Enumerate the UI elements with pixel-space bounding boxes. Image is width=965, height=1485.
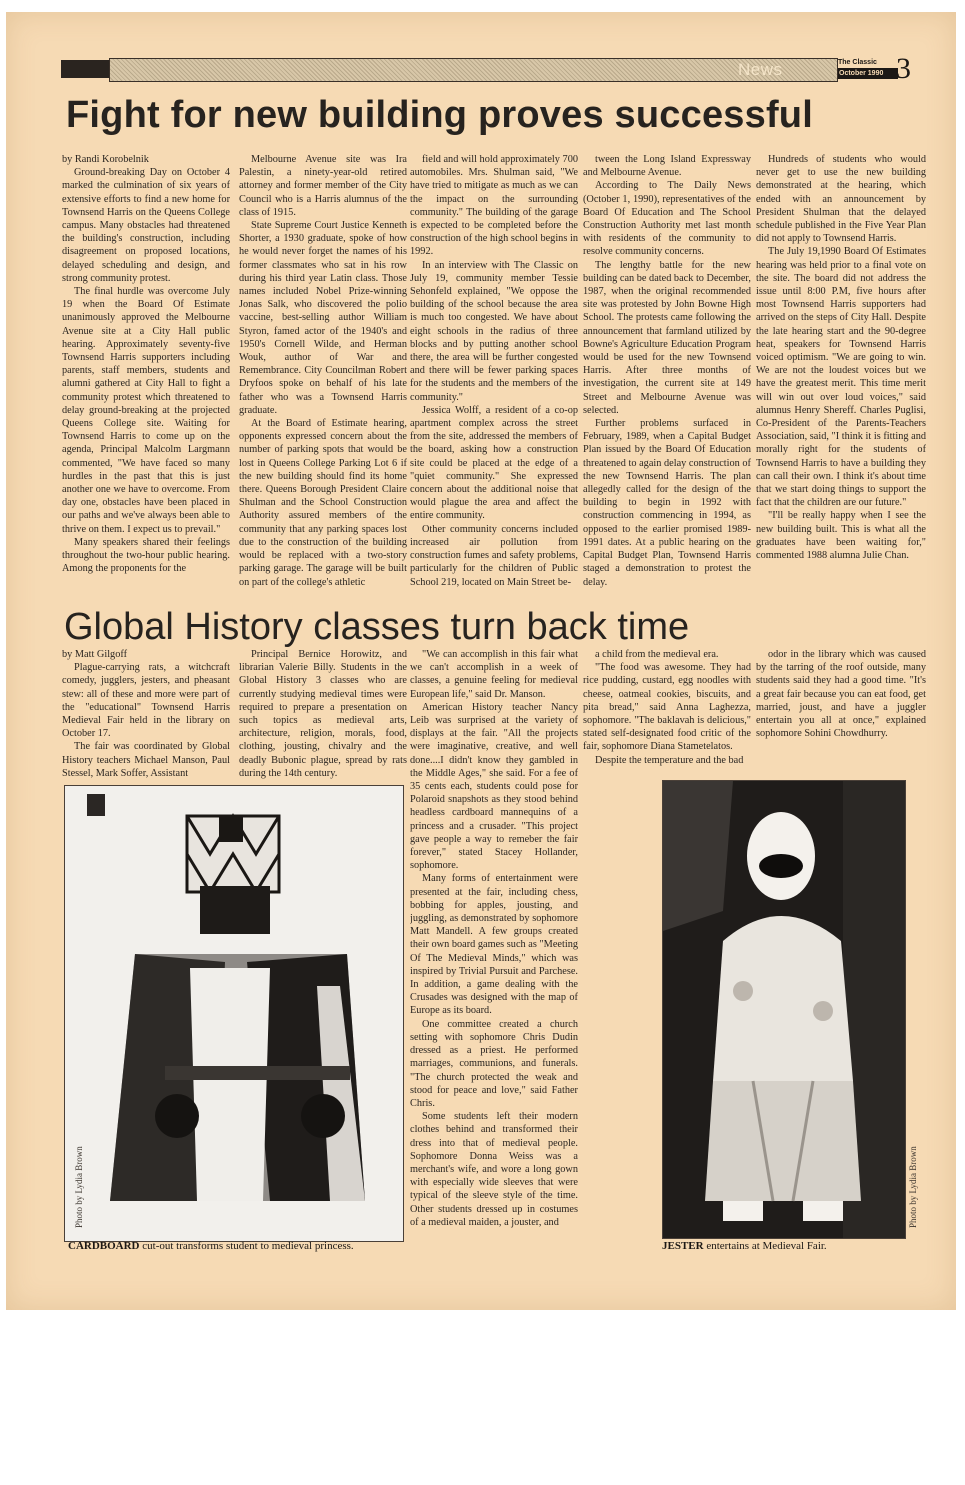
photo1-caption-lead: CARDBOARD: [68, 1240, 140, 1252]
newspaper-page: [6, 12, 956, 1310]
masthead: [838, 58, 898, 79]
princess-figure-illustration: [65, 786, 403, 1241]
article2-column-1: [62, 648, 230, 783]
header-rule: [61, 60, 109, 78]
page-number: 3: [896, 52, 911, 85]
paragraph: Further problems surfaced in February, 1989, when a Capital Budget Plan issued by the Board Of Education threatened to again delay construction of the new Townsend Harris. The plan allegedly called for the design of the building to begin in 1992 with construction commencing in 1994, as opposed to the earlier promised 1989-1991 dates. At a public hearing on the Capital Budget Plan, Townsend Harris staged a demonstration to protest the delay.: [583, 418, 751, 588]
issue-date: October 1990: [838, 69, 898, 79]
paragraph: Jessica Wolff, a resident of a co-op apartment complex across the street from the site, addressed the members of the board, asking how a construction site could be placed at the edge of a "quiet community." She expressed concern about the additional noise that would plague the area and affect the entire community.: [410, 404, 578, 522]
article2-column-2: [239, 648, 407, 783]
paragraph: Hundreds of students who would never get to use the new building demonstrated at the hearing, which ended with an announcement by President Shulman that the delayed schedule published in the Five Year Plan did not apply to Townsend Harris.: [756, 154, 926, 245]
paragraph: odor in the library which was caused by the tarring of the roof outside, many students said they had a good time. "It's a great fair because you can eat food, get married, joust, and have a juggler entertain you all at once," explained sophomore Sohini Chowdhurry.: [756, 649, 926, 740]
paragraph: American History teacher Nancy Leib was surprised at the variety of displays at the fair. "All the projects were imaginative, creative, and well done....I didn't know they gambled in the Middle Ages," she said. For a fee of 35 cents each, students could pose for Polaroid snapshots as they stood behind headless cardboard mannequins of a princess and a crusader. "This project gave people a way to remeber the fair forever," stated Stacey Hollander, sophomore.: [410, 701, 578, 872]
photo2-caption: [662, 1240, 827, 1252]
paragraph: The fair was coordinated by Global History teachers Michael Manson, Paul Stessel, Mark Soffer, Assistant: [62, 741, 230, 779]
photo-cardboard-princess: [64, 785, 404, 1242]
photo2-credit: Photo by Lydia Brown: [908, 1146, 918, 1228]
paragraph: The July 19,1990 Board Of Estimates hearing was held prior to a final vote on the site. The board did not address the issue until 8:00 P.M, five hours after most Townsend Harris supporters had arrived on the steps of City Hall. Despite the late hearing start and the 90-degree heat, speakers for Townsend Harris voiced optimism. "We are going to win. We are not the loudest voices but we have the greatest merit. This time merit will win out over loud voices," said alumnus Henry Shereff. Charles Puglisi, Co-President of the Parents-Teachers Association, said, "I think it is fitting and morally right for the students of Townsend Harris to have a building they can call their own. I think it's about time that we start doing things to support the fact that the children are our future.": [756, 246, 926, 509]
paragraph: Some students left their modern clothes behind and transformed their dress into that of medieval people. Sophomore Donna Weiss was a merchant's wife, and wore a long gown with especially wide sleeves that were typical of the sleeve style of the time. Other students dressed up in costumes of a medieval maiden, a jouster, and: [410, 1111, 578, 1228]
paragraph: Ground-breaking Day on October 4 marked the culmination of six years of extensive efforts to find a new home for Townsend Harris on the Queens College campus. Many obstacles had threatened the building's construction, including disagreement on proposed locations, delayed scheduling and design, and strong community protest.: [62, 167, 230, 284]
article2-column-3: [410, 648, 578, 1258]
article1-column-1: [62, 153, 230, 599]
paragraph: tween the Long Island Expressway and Melbourne Avenue.: [583, 154, 751, 179]
paragraph: "I'll be really happy when I see the new building built. This is what all the graduates have been waiting for," commented 1988 alumna Julie Chan.: [756, 510, 926, 562]
paragraph: Many speakers shared their feelings throughout the two-hour public hearing. Among the proponents for the: [62, 536, 230, 575]
paragraph: The lengthy battle for the new building can be dated back to December, 1987, when the original recommended site was protested by John Bowne High School. The protests came following the announcement that farmland utilized by Bowne's Agriculture Education Program would be used for the new Townsend Harris. After three months of investigation, the current site at 149 Street and Melbourne Avenue was selected.: [583, 259, 751, 416]
paragraph: One committee created a church setting with sophomore Chris Dudin dressed as a priest. He performed marriages, communions, and funerals. "The church protected the weak and stood for peace and love," said Father Chris.: [410, 1018, 578, 1109]
paragraph: According to The Daily News (October 1, 1990), representatives of the Board Of Education and The School Construction Authority met last month with residents of the community to resolve community concerns.: [583, 180, 751, 258]
article1-byline: by Randi Korobelnik: [62, 154, 149, 165]
article1-column-4: [583, 153, 751, 599]
article1-column-3: [410, 153, 578, 599]
photo1-caption-text: cut-out transforms student to medieval princess.: [139, 1240, 354, 1252]
section-banner: [109, 58, 838, 82]
article2-headline: Global History classes turn back time: [64, 606, 690, 648]
paragraph: Other community concerns included increased air pollution from construction fumes and safety problems, particularly for the children of Public School 219, located on Main Street be-: [410, 523, 578, 588]
paper-name: The Classic: [838, 58, 898, 69]
photo-jester: [662, 780, 906, 1239]
paragraph: State Supreme Court Justice Kenneth Shorter, a 1930 graduate, spoke of how he would never forget the names of his former classmates who sat in his row during his third year Latin class. Those names included Nobel Prize-winning Jonas Salk, who discovered the polio vaccine, best-selling author William Styron, famed actor of the 1940's and 1950's Cornell Wilde, and Herman Wouk, author of War and Remembrance. City Councilman Robert Dryfoos spoke on behalf of his late father who was a Townsend Harris graduate.: [239, 220, 407, 416]
photo1-caption: [68, 1240, 354, 1252]
article1-column-2: [239, 153, 407, 599]
article2-column-5: [756, 648, 926, 783]
article1-headline: Fight for new building proves successful: [66, 94, 813, 136]
photo2-caption-lead: JESTER: [662, 1240, 704, 1252]
paragraph: Many forms of entertainment were presented at the fair, including chess, bobbing for apples, jousting, and juggling, as demonstrated by sophomore Matt Mandell. A few groups created their own board games such as "Meeting Of The Medieval Minds," which was inspired by Trivial Pursuit and Parchese. In addition, a game dealing with the Crusades was designed with the map of Europe as its board.: [410, 873, 578, 1017]
paragraph: field and will hold approximately 700 automobiles. Mrs. Shulman said, "We have tried to mitigate as much as we can the impact on the surrounding community." The building of the garage is expected to be completed before the construction of the high school begins in 1992.: [410, 154, 578, 258]
paragraph: Melbourne Avenue site was Ira Palestin, a ninety-year-old retired attorney and former member of the City Council who is a Harris alumnus of the class of 1915.: [239, 154, 407, 218]
paragraph: Plague-carrying rats, a witchcraft comedy, jugglers, jesters, and pheasant stew: all of these and more were part of the "educational" Townsend Harris Medieval Fair held in the library on October 17.: [62, 662, 230, 740]
article2-column-4: [583, 648, 751, 783]
jester-figure-illustration: [663, 781, 905, 1238]
paragraph: "The food was awesome. They had rice pudding, custard, egg noodles with cheese, oatmeal cookies, biscuits, and pita bread," said Anna Laghezza, sophomore. "The baklavah is delicious," stated self-designated food critic of the fair, sophomore Diana Stametelatos.: [583, 662, 751, 753]
paragraph: a child from the medieval era.: [595, 649, 719, 660]
paragraph: "We can accomplish in this fair what we can't accomplish in a week of classes, a genuine feeling for medieval European life," said Dr. Manson.: [410, 649, 578, 700]
paragraph: In an interview with The Classic on July 19, community member Tessie Sehonfeld explained, "We oppose the building of the school because the area is much too congested. We have about eight schools in the radius of three blocks and by putting another school there, the area will be further congested and there will be fewer parking spaces for the students and the members of the community.": [410, 259, 578, 403]
article2-byline: by Matt Gilgoff: [62, 649, 128, 660]
photo1-credit: Photo by Lydia Brown: [74, 1146, 84, 1228]
paragraph: Principal Bernice Horowitz, and librarian Valerie Billy. Students in the Global History 3 classes who are currently studying medieval times were required to prepare a presentation on such topics as medieval arts, architecture, religion, morals, food, clothing, jousting, chivalry and the deadly Bubonic plague, spread by rats during the 14th century.: [239, 649, 407, 779]
article1-column-5: [756, 153, 926, 599]
paragraph: At the Board of Estimate hearing, opponents expressed concern about the number of parking spots that would be lost in Queens College Parking Lot 6 if the new building should find its home there. Queens Borough President Claire Shulman and the School Construction Authority assured members of the community that any parking spaces lost due to the construction of the building would be replaced with a two-story parking garage. The garage will be built on part of the college's athletic: [239, 418, 407, 588]
section-label: News: [738, 60, 783, 79]
paragraph: The final hurdle was overcome July 19 when the Board Of Estimate unanimously approved the Melbourne Avenue site at a City Hall public hearing. Approximately seventy-five Townsend Harris supporters including parents, staff members, students and alumni gathered at City Hall to fight a community protest which threatened to delay ground-breaking at the projected Queens College site. Waiting for Townsend Harris to come up on the agenda, Principal Malcolm Largmann commented, "We have faced so many hurdles in the past that this is just another one we have to overcome. From day one, obstacles have been placed in our paths and we've always been able to thrive on them. I expect us to prevail.": [62, 286, 230, 535]
photo2-caption-text: entertains at Medieval Fair.: [703, 1240, 827, 1252]
paragraph: Despite the temperature and the bad: [595, 754, 744, 766]
